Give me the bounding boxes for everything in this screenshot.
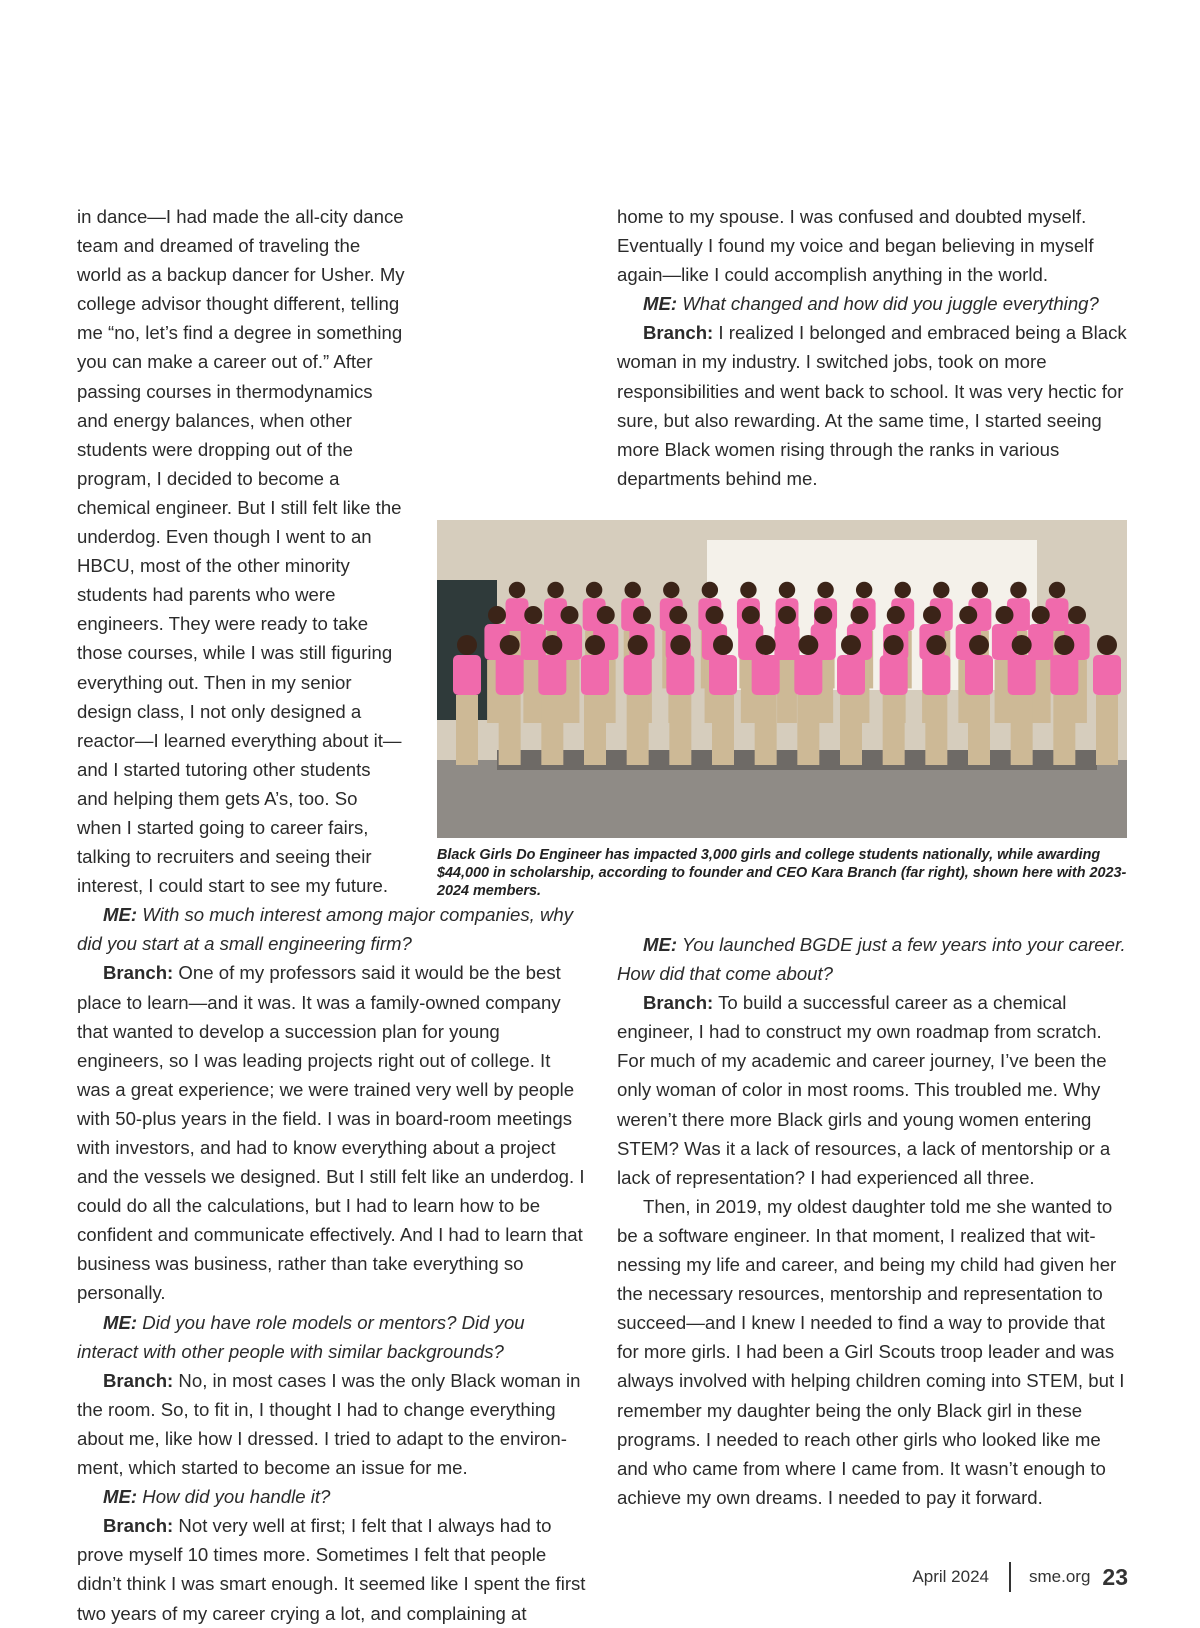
interview-question [77,1308,587,1366]
question-text: With so much interest among major companies, why did you start at a small engineering firm? [77,904,574,955]
answer-text: Not very well at first; I felt that I always had to prove myself 10 times more. Sometimes I felt that people didn’t think I was smart enough. It seemed like I spent the first two years of my career crying a lot, and complaining at [77,1515,586,1624]
body-paragraph: home to my spouse. I was confused and doubted myself. Eventually I found my voice and began believing in myself again—like I could accomplish anything in the world. [617,206,1094,286]
speaker-label: ME: [103,1486,138,1508]
answer-text: One of my professors said it would be the best place to learn—and it was. It was a family-owned company that wanted to develop a succession plan for young engineers, so I was leading projects right out of college. It was a great experience; we were trained very well by people with 50-plus years in the field. I was in board-room meetings with investors, and had to know everything about a project and the vessels we designed. But I still felt like an underdog. I could do all the calculations, but I had to learn how to be confident and communicate effectively. And I had to learn that business was business, rather than take everything so personally. [77,962,585,1304]
speaker-label: ME: [643,934,678,955]
page-footer [912,1562,1128,1592]
site-link[interactable]: sme.org [1028,1567,1091,1586]
question-text: What changed and how did you juggle everything? [677,293,1099,315]
body-paragraph: Then, in 2019, my oldest daughter told me she wanted to be a software engineer. In that moment, I realized that wit-nessing my life and career, and being my child had given her the necessary resources, mentorship and representation to succeed—and I knew I needed to find a way to provide that for more girls. I had been a Girl Scouts troop leader and was always involved with helping children coming into STEM, but I remember my daughter being the only Black girl in these programs. I needed to reach other girls who looked like me and who came from where I came from. It wasn’t enough to achieve my own dreams. I needed to pay it forward. [617,1195,1125,1508]
group-photo-image [437,520,1127,838]
speaker-label: Branch: [103,962,174,984]
speaker-label: ME: [643,293,678,315]
interview-answer [77,958,587,1307]
question-text: You launched BGDE just a few years into your career. How did that come about? [617,934,1126,985]
photo-caption: Black Girls Do Engineer has impacted 3,000 girls and college students nationally, while awarding $44,000 in scholarship, according to founder and CEO Kara Branch (far right), shown here with 2023-2024 members. [437,847,1127,899]
floor [437,760,1127,838]
interview-answer [617,988,1129,1192]
group-photo [437,520,1127,838]
question-text: Did you have role models or mentors? Did you interact with other people with similar backgrounds? [77,1311,525,1362]
footer-divider [1009,1562,1011,1592]
interview-question [77,1482,587,1511]
answer-text: To build a successful career as a chemical engineer, I had to construct my own roadmap from scratch. For much of my academic and career journey, I’ve been the only woman of color in most rooms. This troubled me. Why weren’t there more Black girls and young women entering STEM? Was it a lack of resources, a lack of mentorship or a lack of representation? I had experienced all three. [617,992,1111,1188]
issue-date: April 2024 [912,1567,989,1586]
speaker-label: ME: [103,1311,138,1333]
page-number: 23 [1102,1563,1128,1590]
right-column-bottom [617,930,1129,1512]
speaker-label: Branch: [103,1369,174,1391]
speaker-label: Branch: [643,322,714,344]
left-column [77,202,587,1628]
interview-answer [77,1511,587,1627]
interview-question [77,900,587,958]
answer-text: I realized I belonged and embraced being a Black woman in my industry. I switched jobs, took on more responsibilities and went back to school. It was very hectic for sure, but also rewarding. At the same time, I started seeing more Black women rising through the ranks in various departments behind me. [617,322,1127,489]
answer-text: No, in most cases I was the only Black woman in the room. So, to fit in, I thought I had to change everything about me, like how I dressed. I tried to adapt to the environ-ment, which started to become an issue for me. [77,1369,581,1479]
interview-question [617,930,1129,988]
question-text: How did you handle it? [137,1486,331,1508]
interview-question [617,289,1129,318]
speaker-label: ME: [103,904,138,926]
interview-answer [617,318,1129,493]
right-column-top [617,202,1129,493]
interview-answer [77,1366,587,1482]
body-paragraph: in dance—I had made the all-city dance team and dreamed of traveling the world as a backup dancer for Usher. My college advisor thought different, telling me “no, let’s find a degree in something you can make a career out of.” After passing courses in thermodynamics and energy balances, when other students were dropping out of the program, I decided to become a chemical engineer. But I still felt like the underdog. Even though I went to an HBCU, most of the other minority students had parents who were engineers. They were ready to take those courses, while I was still figuring everything out. Then in my senior design class, I not only designed a reactor—I learned everything about it—and I started tutoring other students and helping them gets A’s, too. So when I started going to career fairs, talking to recruiters and seeing their interest, I could start to see my future. [77,206,405,897]
speaker-label: Branch: [643,992,714,1014]
speaker-label: Branch: [103,1515,174,1537]
